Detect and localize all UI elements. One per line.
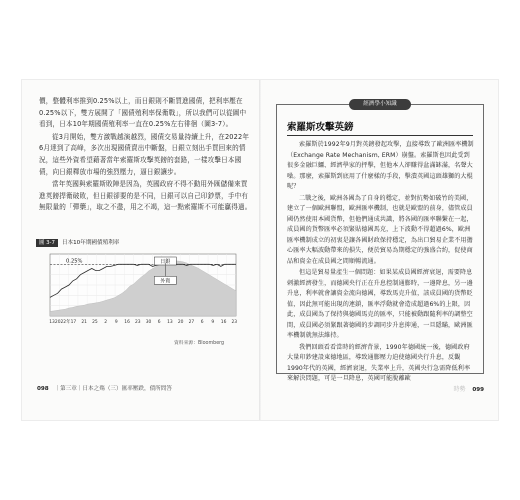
paragraph: 索羅斯於1992年9月對英鎊發起攻擊，直接導致了歐洲匯率機制（Exchange Rate Mechanism, ERM）崩盤。索羅斯也因此受到很多金融巨鱷、經濟學家的抨擊，但他本人卻賺得盆滿缽滿，名聲大噪。那麼，索羅斯到底用了什麼樣的手段，擊潰英國這頭雄獅的大棍呢？ xyxy=(287,141,474,190)
knowledge-sidebar xyxy=(276,101,484,382)
x-tick-label: 30 xyxy=(145,320,152,325)
left-body-text xyxy=(39,96,252,215)
x-tick-label: 27 xyxy=(188,320,195,325)
x-tick-label: 17 xyxy=(70,320,77,325)
sidebar-badge: 經濟學小知識 xyxy=(349,99,411,110)
right-page xyxy=(262,80,498,420)
x-tick-label: 16 xyxy=(124,320,130,325)
running-head: ｜第三章｜日本之殤（三）匯率壓跌，債所問答 xyxy=(54,386,172,392)
paragraph: 當年英國與索羅斯敗陣是因為，英國政府不得不動用外匯儲備來買進英鎊捍衛破敗，但日銀卻要的是不同，日銀可以自己印鈔票，手中有無限量的「彈藥」，取之不盡，用之不竭，這一點索羅斯不可能贏得過。 xyxy=(39,180,252,212)
chart-title: 日本10年期國債殖利率 xyxy=(61,240,120,246)
paragraph: 二戰之後，歐洲各國為了自身的穩定，並對抗勢如破竹的美國，建立了一個歐洲聯盟，歐洲匯率機制，也就是歐盟的前身，儘管成員國仍然使用本國貨幣，但他們通成共識，將各國的匯率聯繫在一起，成員國的貨幣匯率必須緊貼德國馬克，上下波動不得超過6%，歐洲匯率機制成立的初衷是讓各國財政保持穩定，為出口貿易企業不用擔心匯率大幅波動帶來的損失，便於貿易為期穩定的強盛合約，促使商品和資金在成員國之間順暢流通。 xyxy=(287,194,473,265)
x-tick-label: 6 xyxy=(157,320,161,325)
figure-3-7 xyxy=(36,238,248,348)
divider xyxy=(287,135,473,136)
x-tick-label: 13 xyxy=(167,320,173,325)
annotation-down-label: 外資 xyxy=(160,278,171,285)
page-number: 098 xyxy=(37,386,49,392)
left-page xyxy=(22,80,260,420)
ref-line-label: 0.25% xyxy=(66,258,83,265)
paragraph: 我們回頭看看當時的經濟背景，1990年德國統一後，德國政府大量印鈔建設東德地區，導致通膨壓力迫使德國央行升息，反觀1990年代的英國，經濟衰退，失業率上升，英國央行急需降低利率來解決問題，可是一旦降息，英國可能脫離歐 xyxy=(287,343,471,382)
x-tick-label: 20 xyxy=(177,320,184,325)
right-footer xyxy=(454,384,484,393)
x-tick-label: 23 xyxy=(231,320,238,325)
paragraph: 價，整體利率推到0.25%以上，而日銀則不斷買進國債，把利率壓在0.25%以下，雙方展開了「國債殖利率保衛戰」，所以我們可以從圖中看到，日本10年期國債殖利率一直在0.25%左右徘徊（圖3-7）。 xyxy=(39,97,247,129)
x-tick-label: 23 xyxy=(135,320,141,325)
sidebar-body xyxy=(287,140,475,386)
x-tick-label: 13 xyxy=(49,320,55,325)
brand-mark: 時勢 xyxy=(453,386,466,393)
x-tick-label: 16 xyxy=(220,320,227,325)
x-tick-label: 21 xyxy=(81,320,87,325)
page-number: 099 xyxy=(472,387,484,393)
yield-chart xyxy=(36,250,248,338)
chart-title-row xyxy=(36,238,119,248)
x-tick-label: 9 xyxy=(211,320,215,325)
sidebar-title: 索羅斯攻擊英鎊 xyxy=(287,122,354,133)
paragraph: 從3月開始，雙方激戰越演越烈，國債交易量持續上升，在2022年6月達到了高峰，多次出現國債賣出中斷盤，日銀立刻出手買回來的情況，這些外資希望藉著當年索羅斯攻擊英鎊的套路，一樣攻擊日本國債，向日銀釋放市場的強烈壓力，逼日銀讓步。 xyxy=(39,132,250,176)
x-tick-label: 6 xyxy=(200,320,204,325)
figure-tag: 圖 3-7 xyxy=(36,239,58,247)
paragraph: 但這是貿易量產生一個問題：如果某成員國經濟衰退，需要降息刺激經濟發生，而德國央行正在升息控制通膨時，一邊降息，另一邊升息，利率就會讓資金流向德國，導致馬克升值，該成員國的貨幣貶值，因此無可能出現的連鎖，匯率浮動就會造成超過6%的上限，因此，成員國為了保持與德國馬克的匯率，只能被動跟隨利率的調整空間，成員國必須緊跟著德國的步調同步升息抑通，一旦隱瞞，歐洲匯率機制就無法維持。 xyxy=(287,269,473,339)
x-tick-label: 25 xyxy=(92,320,98,325)
x-tick-label: 2022年 xyxy=(54,320,71,325)
x-tick-label: 2 xyxy=(104,320,107,325)
gutter xyxy=(259,80,261,420)
annotation-up-label: 日銀 xyxy=(160,259,171,265)
chart-source: 資料來源：Bloomberg xyxy=(174,341,225,346)
x-tick-label: 9 xyxy=(114,320,118,325)
left-footer xyxy=(37,384,172,392)
